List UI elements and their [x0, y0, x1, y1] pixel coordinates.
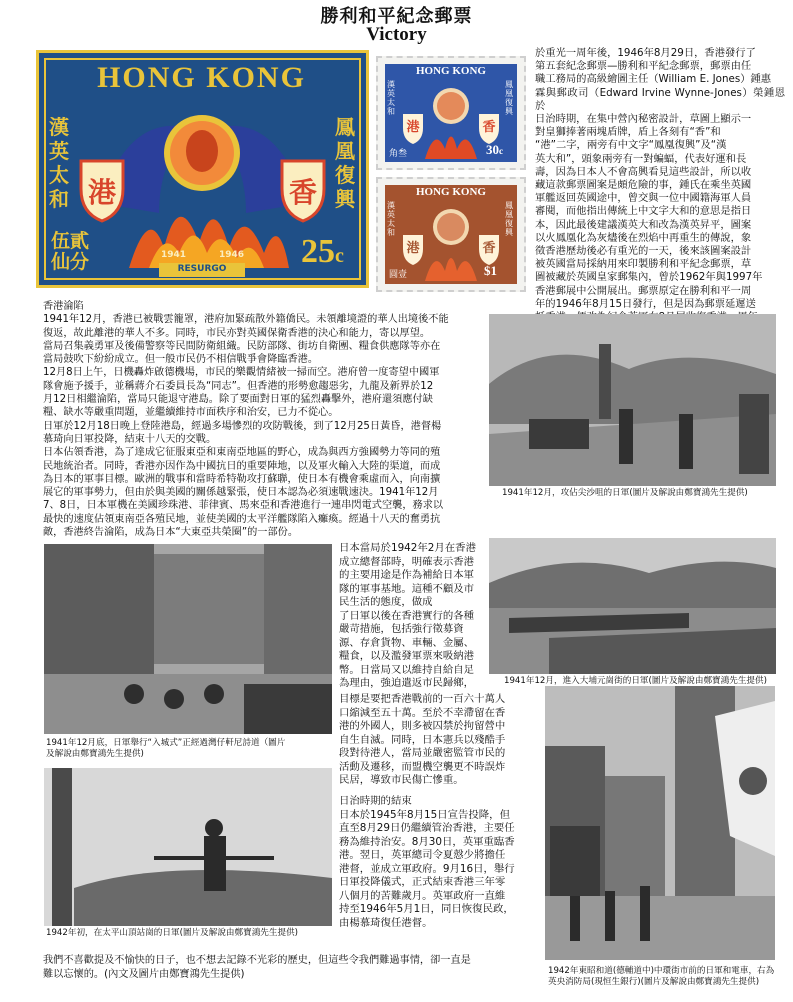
- caption-parade: [46, 738, 346, 760]
- occupation-line: 段對待港人，當局並嚴密監管市民的: [339, 747, 506, 759]
- end-line: 持至1946年5月1日，同日恢復民政，: [339, 903, 514, 915]
- small-stamp-30c-value-cn: 角叁: [389, 149, 408, 159]
- big-stamp-right-shield-char: 香: [288, 176, 317, 209]
- fall-line: 7、8日，日本軍機在美國珍珠港、菲律賓、馬來亞和香港進行一連串閃電式空襲，務求以: [43, 500, 444, 512]
- caption-tai-po-bridge: 1941年12月，進入大埔元崗街的日軍(圖片及解說由鄭寶鴻先生提供): [504, 676, 767, 686]
- caption-parade-line: 及解說由鄭寶鴻先生提供): [46, 749, 144, 759]
- big-stamp-ribbon-year-right: 1946: [219, 250, 245, 260]
- caption-street-line: 1942年東昭和道(德輔道中)中環街市前的日軍和電車，右為: [548, 966, 775, 976]
- closing-paragraph: [43, 954, 543, 982]
- occupation-line: 嚴苛措施，包括強行徵募資: [339, 623, 464, 635]
- fall-line: 日本佔領香港，為了達成它征服東亞和東南亞地區的野心，成為與西方強國勢力等同的殖: [43, 447, 441, 459]
- photo-tsim-sha-tsui: [489, 314, 776, 486]
- small-stamp-30c-left-shield-char: 港: [406, 120, 420, 135]
- occupation-line: 港的外國人，則多被囚禁於拘留營中: [339, 720, 506, 732]
- page-title-chinese: 勝利和平紀念郵票: [320, 6, 473, 27]
- intro-line: 以火鳳凰化為灰燼後在烈焰中再重生的傳說，象: [535, 231, 752, 244]
- big-stamp-image: [36, 50, 369, 288]
- fall-line: 12月8日上午，日機轟炸啟德機場，市民的樂觀情緒被一掃而空。港府曾一度寄望中國軍: [43, 367, 440, 379]
- big-stamp-left-shield-char: 港: [87, 176, 116, 209]
- end-section: [339, 795, 539, 930]
- intro-line: 被英國當局採納用來印製勝利和平紀念郵票，草: [535, 258, 752, 271]
- small-stamp-30c-left-chars: 漢英太和: [387, 80, 395, 116]
- occupation-line: 糧食，以及濫發軍票來吸納港: [339, 650, 475, 662]
- fall-section: [43, 300, 483, 539]
- intro-paragraph: [535, 47, 785, 337]
- end-heading: 日治時期的結束: [339, 795, 412, 807]
- fall-line: 日軍於12月18日晚上登陸港島，經過多場慘烈的攻防戰後，到了12月25日黃昏，港督楊: [43, 420, 442, 432]
- fall-line: 當局鼓吹下紛紛成立。但一般市民仍不相信戰爭會降臨香港。: [43, 354, 319, 366]
- end-line: 港督，並成立軍政府。9月16日，舉行: [339, 862, 515, 875]
- caption-central-street: [548, 966, 793, 988]
- fall-line: 復返，故此離港的華人不多。同時，市民亦對英國保衛香港的決心和能力，寄以厚望。: [43, 327, 431, 339]
- fall-line: 展它的軍事勢力，但由於與美國的關係越緊張，使日本認為必須速戰速決。1941年12月: [43, 487, 439, 499]
- fall-line: 最快的速度佔領東南亞各殖民地，並使美國的太平洋艦隊陷入癱瘓。經過十八天的奮勇抗: [43, 513, 441, 525]
- occupation-line: 民居，導致市民傷亡慘重。: [339, 774, 464, 786]
- intro-line: 第五套紀念郵票—勝利和平紀念郵票，郵票由任: [535, 60, 752, 73]
- small-stamp-30c-country: HONG KONG: [416, 65, 486, 77]
- big-stamp-value: [301, 233, 344, 271]
- photo-tai-po-bridge: [489, 538, 776, 674]
- fall-line: 糧、缺水等嚴重問題，並繼續維持市面秩序和治安，已力不從心。: [43, 407, 339, 419]
- end-line: 港。翌日，英軍總司令夏慤少將擔任: [339, 849, 506, 861]
- end-line: 由楊慕琦復任港督。: [339, 916, 433, 929]
- small-stamp-1dollar-left-shield-char: 港: [406, 241, 420, 256]
- intro-line: 對皇獅捧著兩塊盾牌，盾上各刻有“香”和: [535, 126, 721, 139]
- intro-line: 香港郵展中公開展出。郵票原定在勝利和平一周: [535, 284, 752, 297]
- intro-line: 壽，因為日本人不會高興看見這些設計，所以收: [535, 165, 752, 178]
- small-stamp-1dollar-value-cn: 圓壹: [389, 270, 408, 280]
- end-line: 八個月的苦難歲月。英軍政府一直維: [339, 889, 506, 902]
- small-stamp-1dollar-right-chars: 鳳凰復興: [505, 201, 513, 237]
- big-stamp-value-number: 25: [301, 233, 335, 270]
- intro-line: 藏這款郵票圖案是頗危險的事，鍾氏在乘坐英國: [535, 179, 752, 192]
- occupation-line: 為理由，強迫遣返市民歸鄉，: [339, 677, 475, 689]
- page-title-english: Victory: [366, 24, 427, 45]
- intro-line: 霖與郵政司（Edward Irvine Wynne-Jones）榮鍾恩於: [535, 86, 785, 112]
- fall-line: 月12日相繼淪陷，當局只能退守港島。除了要面對日軍的猛烈轟擊外，港府還須應付缺: [43, 394, 433, 406]
- photo-parade-wan-chai: [44, 544, 332, 734]
- photo-parade-wan-chai-art: [44, 544, 332, 734]
- fall-line: 慕琦向日軍投降，結束十八天的交戰。: [43, 433, 217, 445]
- intro-line: “港”二字，兩旁有中文字“鳳凰復興”及“漢: [535, 139, 727, 152]
- occupation-line: 了日軍以後在香港實行的各種: [339, 609, 475, 622]
- intro-line: 徵香港歷劫後必有重光的一天，後來該圖案設計: [535, 245, 752, 258]
- small-stamp-30c: [376, 56, 526, 170]
- photo-peak-sentry-art: [44, 768, 332, 926]
- occupation-line: 成立總督部時，明確表示香港: [339, 555, 475, 568]
- closing-line: 難以忘懷的。(內文及圖片由鄭寶鴻先生提供): [43, 969, 245, 980]
- caption-peak: 1942年初，在太平山頂站崗的日軍(圖片及解說由鄭寶鴻先生提供): [46, 928, 299, 938]
- intro-line: 職工務局的高級繪圖主任（William E. Jones）鍾惠: [535, 73, 772, 86]
- fall-line: 為日本的軍事目標。歐洲的戰事和當時希特勒攻打蘇聯，使日本有機會乘虛而入，向南擴: [43, 473, 441, 485]
- occupation-line: 源、存倉貨物、車輛、金屬、: [339, 636, 475, 649]
- fall-line: 隊會施予援手，並稱蔣介石委員長為“同志”。但香港的形勢愈趨惡劣，九龍及新界於12: [43, 380, 434, 392]
- occupation-line: 隊的軍事基地。這種不顧及市: [339, 582, 475, 595]
- fall-line: 敵，香港終告淪陷，成為日本“大東亞共榮圈”的一部份。: [43, 527, 299, 539]
- small-stamp-1dollar-value-number: $1: [484, 263, 497, 278]
- small-stamp-30c-value: [486, 142, 503, 158]
- end-line: 務為維持治安。8月30日，英軍重臨香: [339, 835, 515, 848]
- photo-tsim-sha-tsui-art: [489, 314, 776, 486]
- occupation-line: 民生活的態度，做成: [339, 596, 433, 608]
- occupation-line: 活動及遷移，而盟機空襲更不時誤炸: [339, 760, 506, 773]
- small-stamp-30c-right-chars: 鳳凰復興: [505, 80, 513, 116]
- intro-line: 日治時期，在集中營內秘密設計，草圖上顯示一: [535, 113, 752, 126]
- occupation-paragraph-bottom: [339, 693, 539, 788]
- caption-tsim-sha-tsui: 1941年12月，攻佔尖沙咀的日軍(圖片及解說由鄭寶鴻先生提供): [502, 488, 748, 498]
- small-stamp-30c-right-shield-char: 香: [482, 120, 496, 135]
- intro-line: 年的1946年8月15日發行，但是因為郵票延遲送: [535, 297, 756, 310]
- fall-line: 當局召集義勇軍及後備警察等民間防衛組織。民防部隊、街坊自衛團、糧食供應隊等亦在: [43, 340, 441, 352]
- small-stamp-1dollar-left-chars: 漢英太和: [387, 201, 395, 237]
- fall-line: 民地統治者。同時，香港亦因作為中國抗日的重要陣地，以及軍火輸入大陸的渠道，而成: [43, 460, 441, 472]
- big-stamp-left-chars: 漢英太和: [49, 115, 69, 211]
- small-stamp-1dollar-country: HONG KONG: [416, 186, 486, 198]
- closing-line: 我們不喜歡提及不愉快的日子，也不想去記錄不光彩的歷史，但這些令我們難過事情，卻一直是: [43, 955, 471, 966]
- caption-street-line: 英央消防局(現恒生銀行)(圖片及解說由鄭寶鴻先生提供): [548, 977, 760, 987]
- big-stamp-value-cn: 伍貳仙分: [51, 230, 90, 273]
- occupation-line: 的主要用途是作為補給日本軍: [339, 569, 475, 581]
- big-stamp-right-chars: 鳳凰復興: [335, 115, 355, 211]
- occupation-line: 日本當局於1942年2月在香港: [339, 542, 476, 554]
- small-stamp-30c-value-unit: c: [499, 146, 503, 156]
- intro-line: 審閱，而他指出傳統上中文字大和的意思是指日: [535, 205, 752, 218]
- intro-line: 英大和”，頭象兩旁有一對蝙蝠，代表好運和長: [535, 152, 747, 165]
- photo-tai-po-bridge-art: [489, 538, 776, 674]
- occupation-line: 目標是要把香港戰前的一百六十萬人: [339, 693, 506, 705]
- occupation-line: 幣。日當局又以維持自給自足: [339, 663, 475, 676]
- fall-heading: 香港淪陷: [43, 301, 84, 312]
- fall-line: 1941年12月，香港已被戰雲籠罩，港府加緊疏散外籍僑民。未領離境證的華人出境後不能: [43, 314, 449, 326]
- small-stamp-1dollar-right-shield-char: 香: [482, 241, 496, 256]
- small-stamp-1dollar-value: [484, 263, 497, 279]
- big-stamp-value-unit: c: [335, 245, 344, 267]
- big-stamp-ribbon-year-left: 1941: [161, 250, 187, 260]
- intro-line: 於重光一周年後，1946年8月29日，香港發行了: [535, 47, 756, 59]
- end-line: 直至8月29日仍繼續管治香港，主要任: [339, 822, 515, 834]
- end-line: 日軍投降儀式，正式結束香港三年零: [339, 876, 506, 888]
- photo-peak-sentry: [44, 768, 332, 926]
- occupation-line: 自生自滅。同時，日本憲兵以殘酷手: [339, 733, 506, 746]
- big-stamp-country: HONG KONG: [97, 61, 306, 94]
- intro-line: 圖被藏於英國皇家郵集內，曾於1962年與1997年: [535, 271, 763, 284]
- big-stamp-ribbon-text: RESURGO: [177, 264, 227, 274]
- photo-central-street: [545, 686, 775, 960]
- small-stamp-1dollar: [376, 177, 526, 292]
- occupation-line: 口縮減至五十萬。至於不幸滯留在香: [339, 706, 506, 719]
- intro-line: 本，因此最後建議漢英大和改為漢英昇平，圖案: [535, 218, 752, 231]
- intro-line: 軍艦返回英國途中，曾交與一位中國籍海軍人員: [535, 192, 752, 205]
- photo-central-street-art: [545, 686, 775, 960]
- end-line: 日本於1945年8月15日宣告投降，但: [339, 808, 510, 821]
- occupation-paragraph-top: [339, 542, 485, 691]
- caption-parade-line: 1941年12月底，日軍舉行“入城式”正經過灣仔軒尼詩道（圖片: [46, 738, 286, 748]
- small-stamp-30c-value-number: 30: [486, 142, 499, 157]
